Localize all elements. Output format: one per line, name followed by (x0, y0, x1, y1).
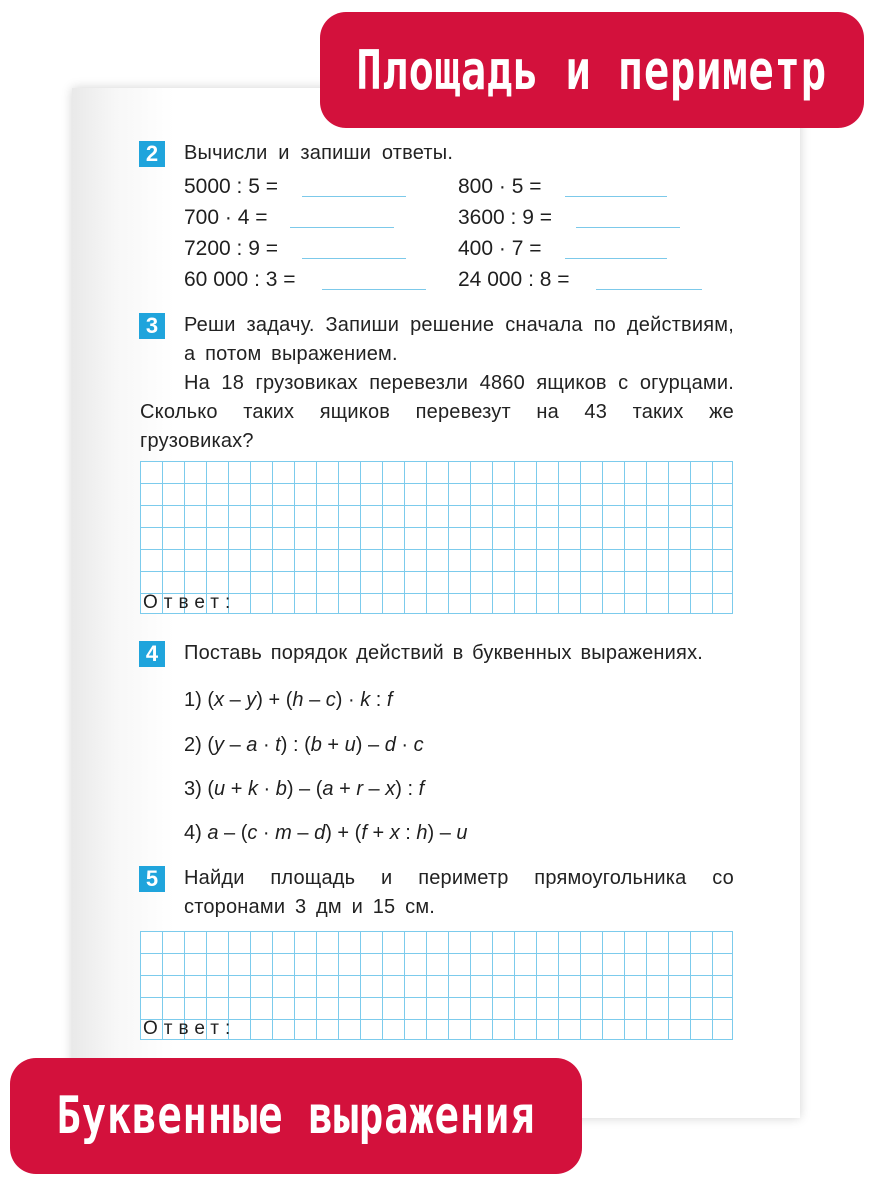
operator: ) + ( (256, 689, 293, 711)
t4-expression-4 (184, 819, 468, 847)
operator: ) · (335, 689, 361, 711)
task-5-number: 5 (139, 866, 165, 892)
task-2-number: 2 (139, 141, 165, 167)
operator: ) – ( (286, 778, 323, 800)
task-3-problem: На 18 грузовиках перевезли 4860 ящиков с огурцами. Сколько таких ящиков перевезут на 43 таких же грузовиках? (140, 372, 734, 452)
task-5-instruction: Найди площадь и периметр прямоугольника со сторонами 3 дм и 15 см. (184, 867, 734, 918)
operator: – (363, 778, 386, 800)
variable: m (275, 822, 292, 844)
variable: f (386, 689, 393, 711)
variable: f (361, 822, 367, 844)
operator: + (366, 822, 390, 844)
t4-expression-2 (184, 731, 424, 759)
task-4-number: 4 (139, 641, 165, 667)
title-banner-area-perimeter (320, 12, 864, 128)
expression-number: 3) (184, 778, 208, 800)
task-4-instruction: Поставь порядок действий в буквенных выражениях. (184, 642, 704, 664)
operator: : (370, 689, 387, 711)
variable: u (344, 734, 356, 756)
operator: + (225, 778, 248, 800)
task-3-instruction: Реши задачу. Запиши решение сначала по действиям, а потом выражением. (184, 314, 734, 365)
operator: : (399, 822, 417, 844)
variable: a (207, 822, 219, 844)
variable: d (384, 734, 396, 756)
variable: d (314, 822, 326, 844)
t4-expression-3 (184, 775, 424, 803)
operator: ( (207, 734, 215, 756)
t2-left-eq-4: 60 000 : 3 = (184, 268, 296, 291)
variable: b (310, 734, 322, 756)
variable: f (418, 778, 425, 800)
t4-expression-1 (184, 686, 392, 714)
variable: x (385, 778, 396, 800)
variable: y (214, 734, 225, 756)
t2-right-eq-1: 800 · 5 = (458, 175, 542, 198)
t2-right-blank-3[interactable] (565, 258, 667, 259)
operator: ) – (427, 822, 457, 844)
variable: k (247, 778, 258, 800)
t2-right-blank-2[interactable] (576, 227, 680, 228)
t2-left-eq-3: 7200 : 9 = (184, 237, 278, 260)
variable: t (275, 734, 281, 756)
t2-left-blank-2[interactable] (290, 227, 394, 228)
operator: – (303, 689, 326, 711)
title-banner-top-text: Площадь и периметр (356, 38, 828, 102)
t2-right-eq-2: 3600 : 9 = (458, 206, 552, 229)
t2-right-blank-4[interactable] (596, 289, 702, 290)
t2-left-blank-4[interactable] (322, 289, 426, 290)
t2-left-eq-2: 700 · 4 = (184, 206, 268, 229)
operator: + (333, 778, 357, 800)
operator: – (224, 734, 247, 756)
t2-left-blank-3[interactable] (302, 258, 406, 259)
variable: u (456, 822, 468, 844)
variable: x (389, 822, 400, 844)
operator: – (224, 689, 247, 711)
operator: · (257, 822, 276, 844)
variable: u (214, 778, 226, 800)
operator: + (321, 734, 345, 756)
variable: r (356, 778, 363, 800)
operator: ) : (395, 778, 419, 800)
title-banner-bottom-text: Буквенные выражения (56, 1086, 536, 1146)
operator: ( (207, 689, 215, 711)
t2-right-eq-3: 400 · 7 = (458, 237, 542, 260)
task-3-answer-label: Ответ: (143, 592, 237, 613)
t2-left-eq-1: 5000 : 5 = (184, 175, 278, 198)
operator: · (257, 734, 276, 756)
task-2-instruction: Вычисли и запиши ответы. (184, 142, 454, 164)
operator: · (395, 734, 414, 756)
operator: ( (207, 778, 215, 800)
t2-left-blank-1[interactable] (302, 196, 406, 197)
variable: y (246, 689, 257, 711)
expression-number: 4) (184, 822, 208, 844)
operator: ) – (355, 734, 385, 756)
operator: – (291, 822, 315, 844)
operator: – ( (218, 822, 248, 844)
variable: a (246, 734, 258, 756)
task-5-answer-label: Ответ: (143, 1018, 237, 1039)
expression-number: 1) (184, 689, 208, 711)
variable: h (416, 822, 428, 844)
expression-number: 2) (184, 734, 208, 756)
operator: ) : ( (280, 734, 311, 756)
title-banner-letter-expressions (10, 1058, 582, 1174)
variable: a (322, 778, 334, 800)
operator: ) + ( (325, 822, 362, 844)
operator: · (257, 778, 276, 800)
variable: h (292, 689, 304, 711)
variable: c (247, 822, 258, 844)
t2-right-eq-4: 24 000 : 8 = (458, 268, 570, 291)
variable: c (325, 689, 336, 711)
variable: x (214, 689, 225, 711)
t2-right-blank-1[interactable] (565, 196, 667, 197)
variable: k (360, 689, 371, 711)
variable: b (275, 778, 287, 800)
variable: c (413, 734, 424, 756)
task-3-number: 3 (139, 313, 165, 339)
